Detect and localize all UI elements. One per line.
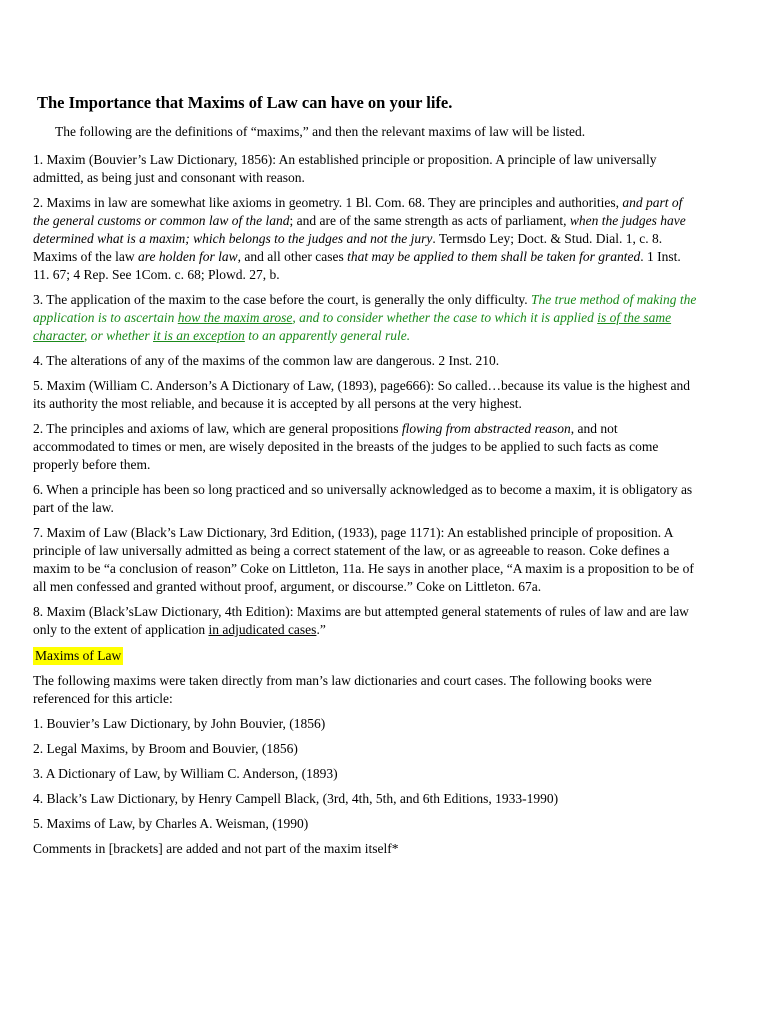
text: ; and are of the same strength as acts of parliament,	[289, 213, 570, 228]
page-title: The Importance that Maxims of Law can have on your life.	[37, 93, 453, 112]
underlined-text: in adjudicated cases	[208, 622, 317, 637]
section-heading	[33, 647, 698, 665]
green-italic-text: , and to consider whether the case to which it is applied	[292, 310, 598, 325]
book-item: 1. Bouvier’s Law Dictionary, by John Bouvier, (1856)	[33, 716, 326, 731]
text: 2. The principles and axioms of law, which are general propositions	[33, 421, 402, 436]
text: 1. Maxim (Bouvier’s Law Dictionary, 1856): An established principle or proposition. A principle of law universally admitted, as being just and consonant with reason.	[33, 152, 657, 185]
definition-8: 7. Maxim of Law (Black’s Law Dictionary, 3rd Edition, (1933), page 1171): An established principle of proposition. A principle of law universally admitted as being a correct statement of the law, or as agreeable to reason. Coke defines a maxim to be “a conclusion of reason” Coke on Littleton, 11a. He says in another place, “A maxim is a proposition to be of all men confessed and granted without proof, argument, or discourse.” Coke on Littleton. 67a.	[33, 525, 694, 594]
definition-4: 4. The alterations of any of the maxims of the common law are dangerous. 2 Inst. 210.	[33, 353, 500, 368]
footnote: Comments in [brackets] are added and not part of the maxim itself*	[33, 841, 399, 856]
book-item: 4. Black’s Law Dictionary, by Henry Campell Black, (3rd, 4th, 5th, and 6th Editions, 1933-1990)	[33, 791, 559, 806]
green-underlined-text: it is an exception	[153, 328, 245, 343]
text: , and all other cases	[237, 249, 348, 264]
highlighted-heading: Maxims of Law	[35, 648, 122, 663]
green-italic-text: , or whether	[84, 328, 153, 343]
definition-3	[33, 291, 698, 345]
definition-1	[33, 151, 698, 187]
green-italic-text: The true method of making the application is to ascertain	[33, 292, 697, 325]
text: 2. Maxims in law are somewhat like axioms in geometry. 1 Bl. Com. 68. They are principles and authorities,	[33, 195, 623, 210]
definition-9	[33, 603, 698, 639]
text: . 1 Inst. 11. 67; 4 Rep. See 1Com. c. 68; Plowd. 27, b.	[33, 249, 681, 282]
definition-6	[33, 420, 698, 474]
book-item: 5. Maxims of Law, by Charles A. Weisman, (1990)	[33, 816, 309, 831]
text: 3. The application of the maxim to the case before the court, is generally the only difficulty.	[33, 292, 531, 307]
section-intro: The following maxims were taken directly from man’s law dictionaries and court cases. The following books were referenced for this article:	[33, 673, 652, 706]
intro-paragraph: The following are the definitions of “maxims,” and then the relevant maxims of law will be listed.	[55, 124, 586, 139]
text: 8. Maxim (Black’sLaw Dictionary, 4th Edition): Maxims are but attempted general statements of rules of law and are law only to the extent of application	[33, 604, 689, 637]
italic-text: that may be applied to them shall be taken for granted	[347, 249, 641, 264]
text: . Termsdo Ley; Doct. & Stud. Dial. 1, c. 8. Maxims of the law	[33, 231, 663, 264]
text: .”	[316, 622, 326, 637]
definition-7: 6. When a principle has been so long practiced and so universally acknowledged as to become a maxim, it is obligatory as part of the law.	[33, 482, 693, 515]
definition-5: 5. Maxim (William C. Anderson’s A Dictionary of Law, (1893), page666): So called…because its value is the highest and its authority the most reliable, and because it is accepted by all persons at the very highest.	[33, 378, 690, 411]
book-item: 2. Legal Maxims, by Broom and Bouvier, (1856)	[33, 741, 298, 756]
green-underlined-text: is of the same character	[33, 310, 672, 343]
definition-2	[33, 194, 698, 284]
text: , and not accommodated to times or men, are wisely deposited in the breasts of the judges to be applied to such facts as come properly before them.	[33, 421, 659, 472]
green-italic-text: to an apparently general rule.	[244, 328, 411, 343]
italic-text: flowing from abstracted reason	[401, 421, 571, 436]
italic-text: and part of the general customs or common law of the land	[33, 195, 683, 228]
green-underlined-text: how the maxim arose	[177, 310, 293, 325]
italic-text: when the judges have determined what is a maxim; which belongs to the judges and not the jury	[33, 213, 686, 246]
italic-text: are holden for law	[137, 249, 238, 264]
book-item: 3. A Dictionary of Law, by William C. Anderson, (1893)	[33, 766, 338, 781]
